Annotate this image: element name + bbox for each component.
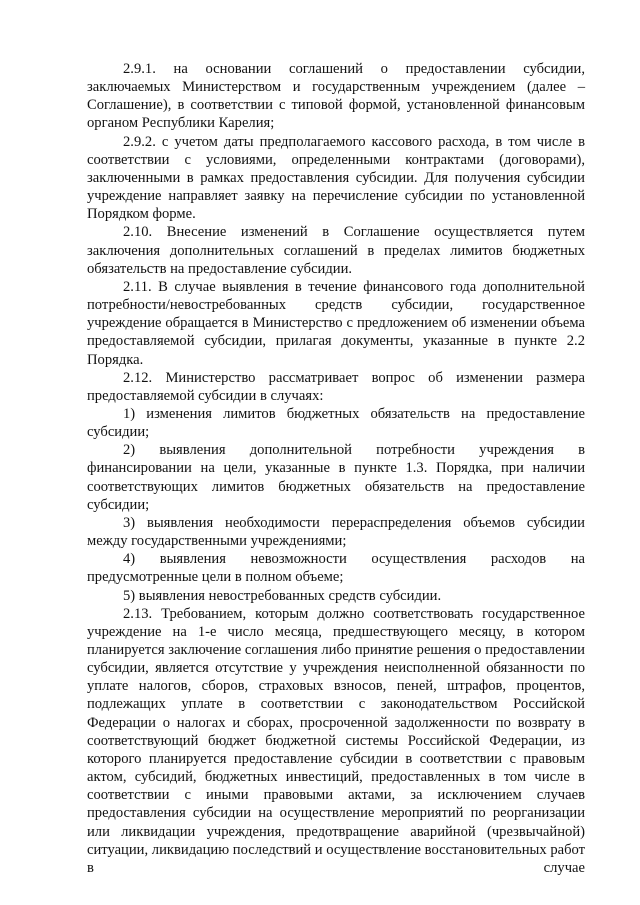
paragraph-2-9-2: 2.9.2. с учетом даты предполагаемого кассового расхода, в том числе в соответствии с условиями, определенными контрактами (договорами), заключенными в рамках предоставления субсидии. Для получения субсидии учреждение направляет заявку на перечисление субсидии по установленной Порядком форме.	[87, 133, 585, 223]
list-item-5: 5) выявления невостребованных средств субсидии.	[123, 587, 442, 604]
list-item-4: 4) выявления невозможности осуществления расходов на предусмотренные цели в полном объеме;	[87, 551, 585, 586]
paragraph-2-11: 2.11. В случае выявления в течение финансового года дополнительной потребности/невостребованных средств субсидии, государственное учреждение обращается в Министерство с предложением об изменении объема предоставляемой субсидии, прилагая документы, указанные в пункте 2.2 Порядка.	[87, 278, 585, 368]
paragraph-2-13: 2.13. Требованием, которым должно соответствовать государственное учреждение на 1-е число месяца, предшествующего месяцу, в котором планируется заключение соглашения либо принятие решения о предоставлении субсидии, является отсутствие у учреждения неисполненной обязанности по уплате налогов, сборов, страховых взносов, пеней, штрафов, процентов, подлежащих уплате в соответствии с законодательством Российской Федерации о налогах и сборах, просроченной задолженности по возврату в соответствующий бюджет бюджетной системы Российской Федерации, из которого планируется предоставление субсидии в соответствии с правовым актом, субсидий, бюджетных инвестиций, предоставленных в том числе в соответствии с иными правовыми актами, за исключением случаев предоставления субсидии на осуществление мероприятий по реорганизации или ликвидации учреждения, предотвращение аварийной (чрезвычайной) ситуации, ликвидацию последствий и осуществление восстановительных работ в случае	[87, 605, 585, 876]
paragraph-2-12: 2.12. Министерство рассматривает вопрос об изменении размера предоставляемой субсидии в случаях:	[87, 369, 585, 404]
document-body	[87, 60, 585, 877]
list-item-1: 1) изменения лимитов бюджетных обязательств на предоставление субсидии;	[87, 405, 585, 441]
list-item-2: 2) выявления дополнительной потребности учреждения в финансировании на цели, указанные в пункте 1.3. Порядка, при наличии соответствующих лимитов бюджетных обязательств на предоставление субсидии;	[87, 442, 585, 513]
paragraph-2-10: 2.10. Внесение изменений в Соглашение осуществляется путем заключения дополнительных соглашений в пределах лимитов бюджетных обязательств на предоставление субсидии.	[87, 224, 585, 277]
paragraph-2-9-1: 2.9.1. на основании соглашений о предоставлении субсидии, заключаемых Министерством и государственным учреждением (далее – Соглашение), в соответствии с типовой формой, установленной финансовым органом Республики Карелия;	[87, 61, 585, 132]
list-item-3: 3) выявления необходимости перераспределения объемов субсидии между государственными учреждениями;	[87, 514, 585, 550]
